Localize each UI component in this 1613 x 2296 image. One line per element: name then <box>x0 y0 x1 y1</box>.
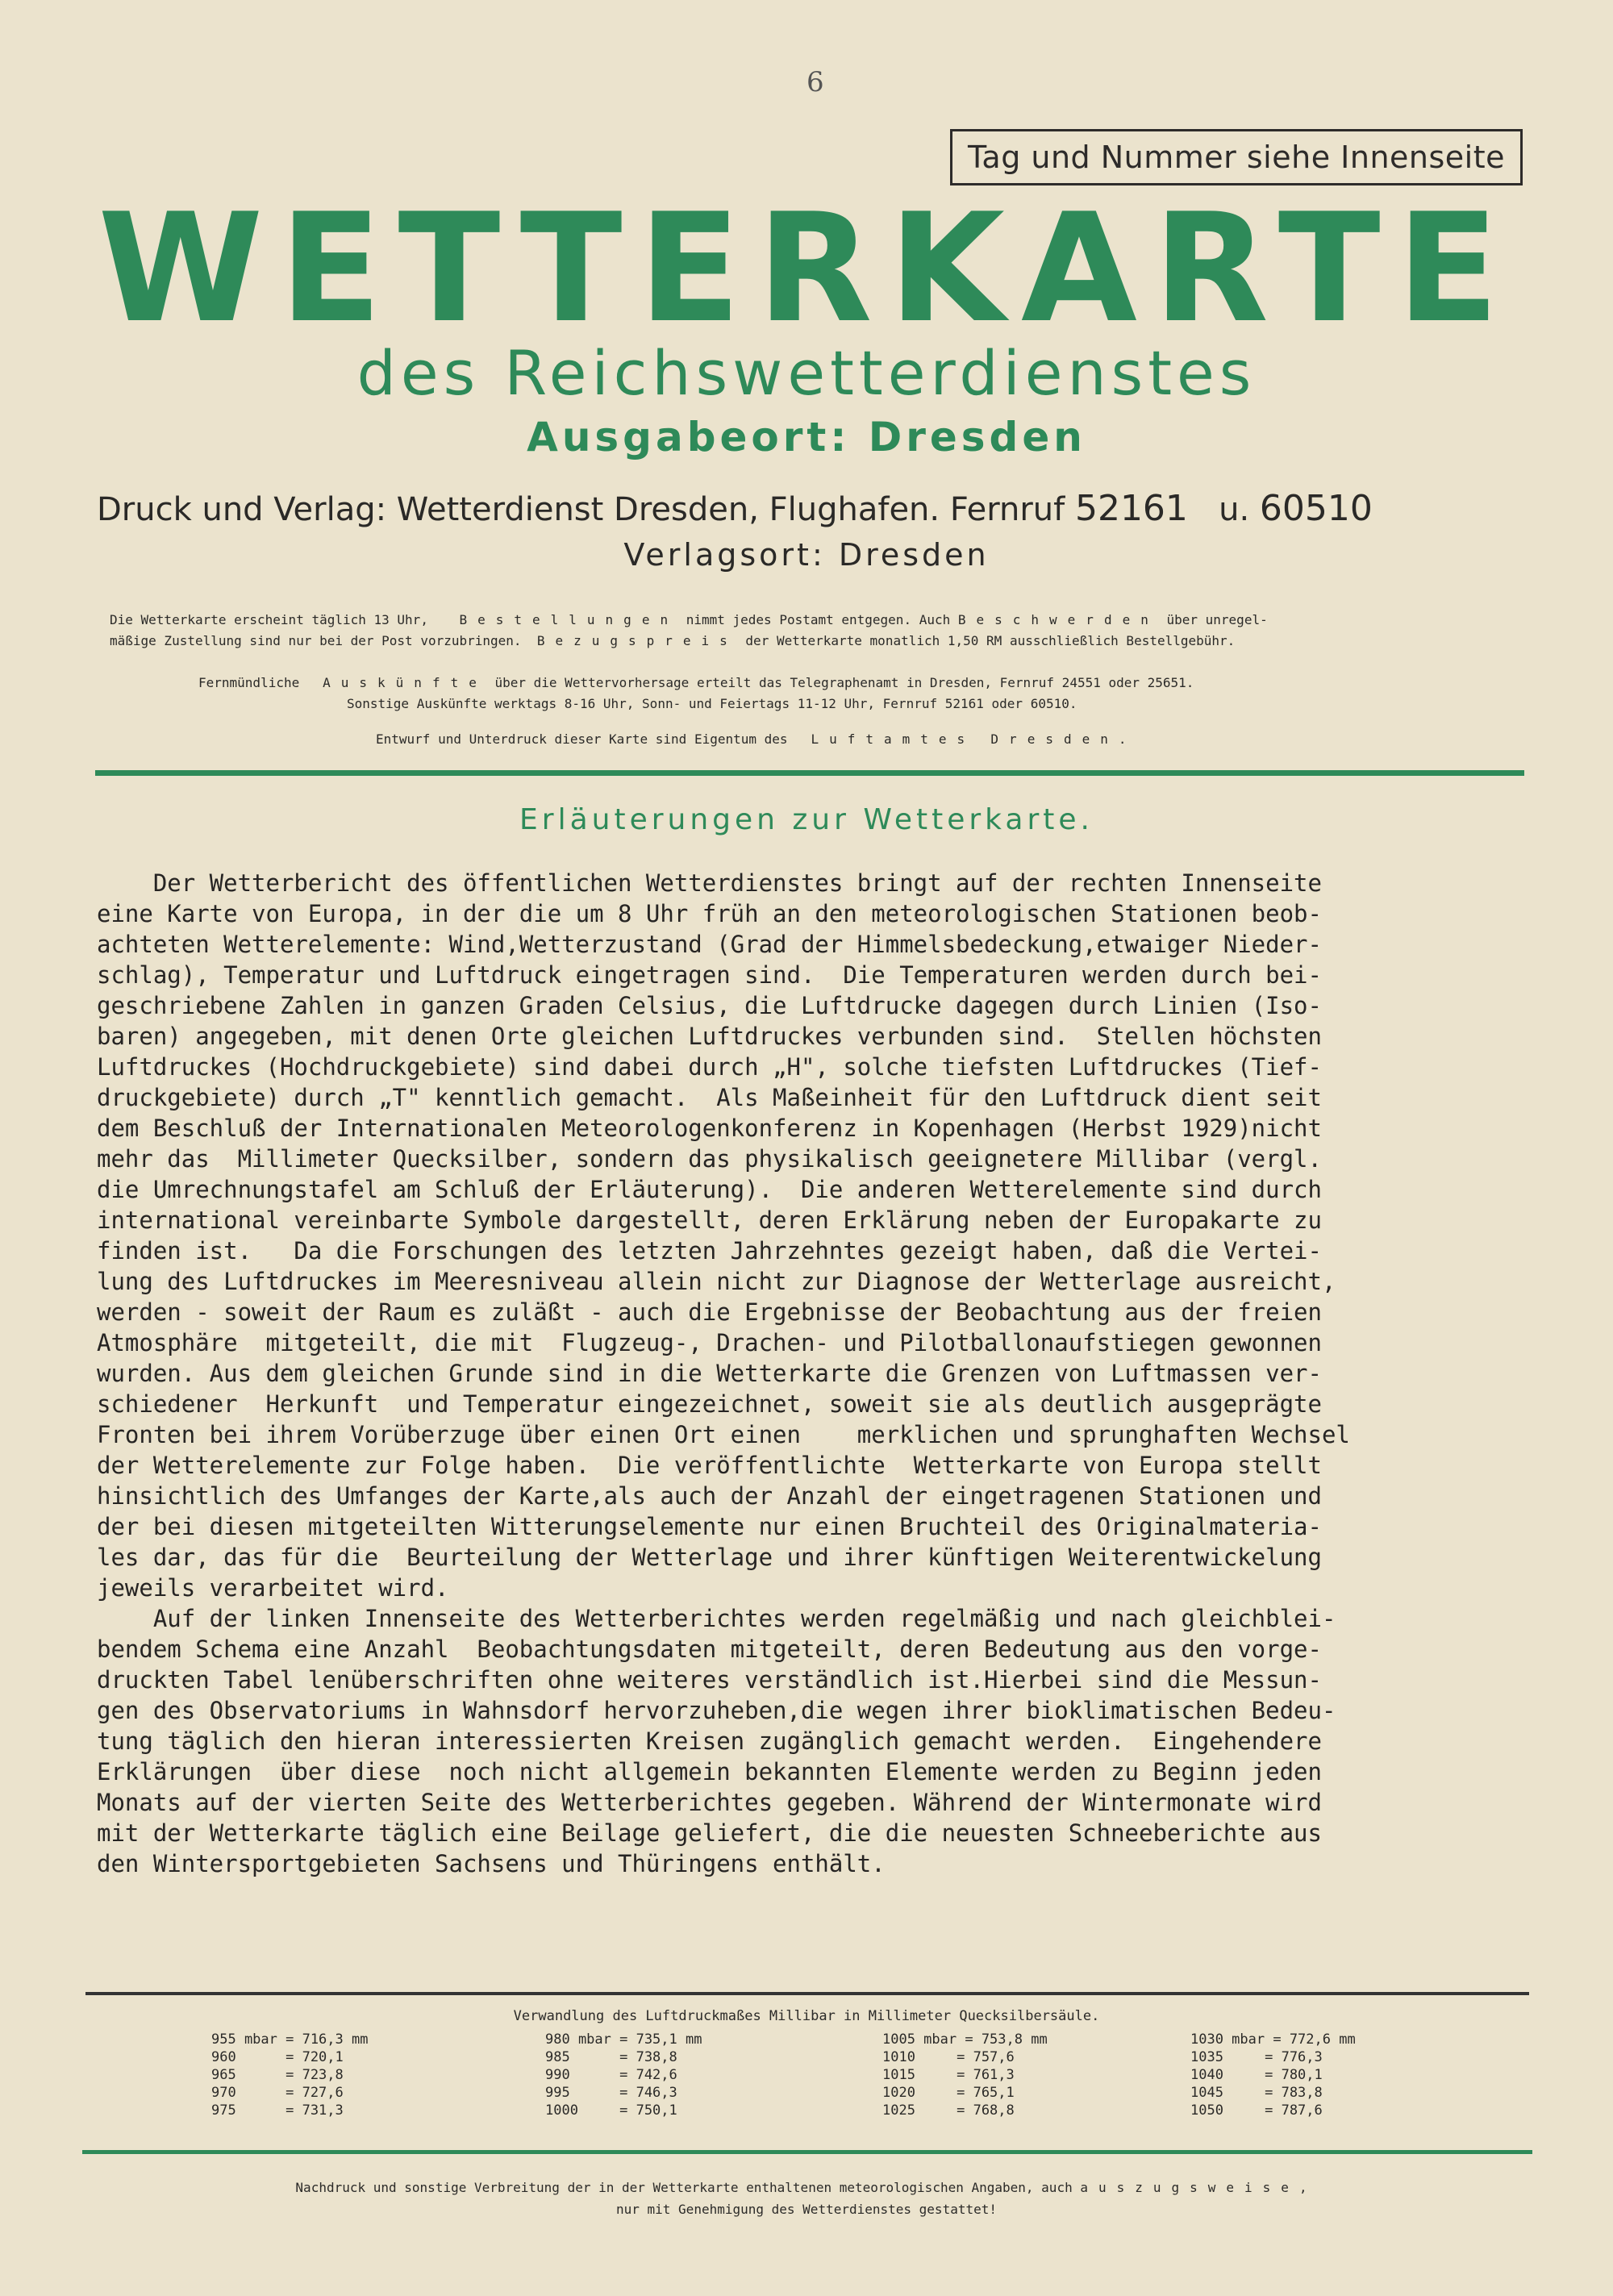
text-line: werden - soweit der Raum es zuläßt - auch die Ergebnisse der Beobachtung aus der freien <box>97 1298 1322 1326</box>
conversion-table-title: Verwandlung des Luftdruckmaßes Millibar in Millimeter Quecksilbersäule. <box>513 2008 1100 2024</box>
text-line: bendem Schema eine Anzahl Beobachtungsdaten mitgeteilt, deren Bedeutung aus den vorge- <box>97 1636 1322 1663</box>
notice-line-5 <box>376 729 1136 750</box>
text-line: mit der Wetterkarte täglich eine Beilage geliefert, die die neuesten Schneeberichte aus <box>97 1819 1322 1847</box>
notice-spaced-word: Auskünfte <box>323 675 487 690</box>
notice-text: über unregel- <box>1166 612 1268 627</box>
text-line: Fronten bei ihrem Vorüberzuge über einen Ort einen merklichen und sprunghaften Wechsel <box>97 1421 1350 1448</box>
text-line: druckgebiete) durch „T" kenntlich gemacht. Als Maßeinheit für den Luftdruck dient seit <box>97 1084 1322 1111</box>
masthead-subtitle: des Reichswetterdienstes <box>356 337 1257 409</box>
text-line: wurden. Aus dem gleichen Grunde sind in die Wetterkarte die Grenzen von Luftmassen ver- <box>97 1360 1322 1387</box>
masthead-ausgabeort: Ausgabeort: Dresden <box>527 414 1086 460</box>
conversion-row: 1020 = 765,1 <box>882 2085 1015 2101</box>
notice-line-3 <box>198 673 1194 694</box>
text-line: mehr das Millimeter Quecksilber, sondern das physikalisch geeignetere Millibar (vergl. <box>97 1145 1322 1173</box>
conversion-row: 1010 = 757,6 <box>882 2049 1015 2065</box>
text-line: der Wetterelemente zur Folge haben. Die veröffentlichte Wetterkarte von Europa stellt <box>97 1452 1322 1479</box>
conversion-row: 975 = 731,3 <box>211 2102 344 2119</box>
conversion-row: 1000 = 750,1 <box>545 2102 677 2119</box>
publisher-text: Druck und Verlag: Wetterdienst Dresden, Flughafen. Fernruf <box>97 491 1065 528</box>
text-line: Atmosphäre mitgeteilt, die mit Flugzeug-, Drachen- und Pilotballonaufstiegen gewonnen <box>97 1329 1322 1356</box>
text-line: dem Beschluß der Internationalen Meteorologenkonferenz in Kopenhagen (Herbst 1929)nicht <box>97 1115 1322 1142</box>
notice-text: Entwurf und Unterdruck dieser Karte sind Eigentum des <box>376 731 788 747</box>
notice-spaced-word: Beschwerden <box>957 612 1159 627</box>
notice-text: mäßige Zustellung sind nur bei der Post vorzubringen. <box>110 633 522 648</box>
footer-line-2: nur mit Genehmigung des Wetterdienstes gestattet! <box>615 2202 997 2217</box>
divider-bottom <box>82 2150 1532 2154</box>
text-line: baren) angegeben, mit denen Orte gleichen Luftdruckes verbunden sind. Stellen höchsten <box>97 1023 1322 1050</box>
text-line: die Umrechnungstafel am Schluß der Erläuterung). Die anderen Wetterelemente sind durch <box>97 1176 1322 1203</box>
conversion-row: 1015 = 761,3 <box>882 2067 1015 2083</box>
text-line: Monats auf der vierten Seite des Wetterberichtes gegeben. Während der Wintermonate wird <box>97 1789 1322 1816</box>
text-line: schlag), Temperatur und Luftdruck eingetragen sind. Die Temperaturen werden durch bei- <box>97 961 1322 989</box>
publisher-line <box>97 489 1532 530</box>
conversion-row: 995 = 746,3 <box>545 2085 677 2101</box>
conversion-row: 985 = 738,8 <box>545 2049 677 2065</box>
conversion-row: 960 = 720,1 <box>211 2049 344 2065</box>
notice-spaced-word: Bestellungen <box>459 612 679 627</box>
notice-text: Fernmündliche <box>198 675 300 690</box>
text-line: international vereinbarte Symbole dargestellt, deren Erklärung neben der Europakarte zu <box>97 1206 1322 1234</box>
conversion-row: 1050 = 787,6 <box>1190 2102 1323 2119</box>
conversion-column-4 <box>1190 2031 1356 2119</box>
conversion-row: 1045 = 783,8 <box>1190 2085 1323 2101</box>
issue-number-stamp: Tag und Nummer siehe Innenseite <box>950 129 1523 185</box>
footer-line-1 <box>0 2177 1613 2198</box>
conversion-row: 965 = 723,8 <box>211 2067 344 2083</box>
explanation-body <box>97 868 1524 1879</box>
footer-text: Nachdruck und sonstige Verbreitung der in der Wetterkarte enthaltenen meteorologischen Angaben, auch <box>295 2180 1073 2195</box>
notice-line-1 <box>110 610 1268 631</box>
conversion-row: 1005 mbar = 753,8 mm <box>882 2031 1048 2048</box>
notice-text: Die Wetterkarte erscheint täglich 13 Uhr, <box>110 612 428 627</box>
text-line: finden ist. Da die Forschungen des letzten Jahrzehntes gezeigt haben, daß die Vertei- <box>97 1237 1322 1265</box>
page-marker: 6 <box>806 66 824 98</box>
text-line: Erklärungen über diese noch nicht allgemein bekannten Elemente werden zu Beginn jeden <box>97 1758 1322 1786</box>
text-line: schiedener Herkunft und Temperatur eingezeichnet, soweit sie als deutlich ausgeprägte <box>97 1390 1322 1418</box>
conversion-column-1 <box>211 2031 368 2119</box>
notice-text: der Wetterkarte monatlich 1,50 RM ausschließlich Bestellgebühr. <box>745 633 1236 648</box>
divider-conversion-top <box>85 1992 1529 1995</box>
text-line: les dar, das für die Beurteilung der Wetterlage und ihrer künftigen Weiterentwickelung <box>97 1544 1322 1571</box>
conversion-row: 1025 = 768,8 <box>882 2102 1015 2119</box>
phone-number-1: 52161 <box>1074 488 1188 529</box>
notice-spaced-word: Luftamtes <box>811 731 976 747</box>
notice-text: über die Wettervorhersage erteilt das Telegraphenamt in Dresden, Fernruf 24551 oder 25651. <box>494 675 1194 690</box>
conversion-row: 980 mbar = 735,1 mm <box>545 2031 702 2048</box>
text-line: den Wintersportgebieten Sachsens und Thüringens enthält. <box>97 1850 886 1877</box>
text-line: der bei diesen mitgeteilten Witterungselemente nur einen Bruchteil des Originalmateria- <box>97 1513 1322 1540</box>
text-line: Der Wetterbericht des öffentlichen Wetterdienstes bringt auf der rechten Innenseite <box>97 869 1322 897</box>
conversion-row: 970 = 727,6 <box>211 2085 344 2101</box>
conversion-row: 955 mbar = 716,3 mm <box>211 2031 369 2048</box>
text-line: gen des Observatoriums in Wahnsdorf hervorzuheben,die wegen ihrer bioklimatischen Bedeu- <box>97 1697 1336 1724</box>
text-line: geschriebene Zahlen in ganzen Graden Celsius, die Luftdrucke dagegen durch Linien (Iso- <box>97 992 1322 1019</box>
masthead-title: WETTERKARTE <box>98 181 1515 356</box>
text-line: Auf der linken Innenseite des Wetterberichtes werden regelmäßig und nach gleichblei- <box>97 1605 1336 1632</box>
conversion-column-2 <box>545 2031 702 2119</box>
conversion-row: 990 = 742,6 <box>545 2067 677 2083</box>
text-line: achteten Wetterelemente: Wind,Wetterzustand (Grad der Himmelsbedeckung,etwaiger Nieder- <box>97 931 1322 958</box>
conversion-row: 1035 = 776,3 <box>1190 2049 1323 2065</box>
verlagsort: Verlagsort: Dresden <box>623 537 990 573</box>
footer-spaced-word: auszugsweise, <box>1080 2180 1318 2195</box>
phone-number-2: 60510 <box>1259 488 1373 529</box>
conversion-row: 1040 = 780,1 <box>1190 2067 1323 2083</box>
text-line: lung des Luftdruckes im Meeresniveau allein nicht zur Diagnose der Wetterlage ausreicht, <box>97 1268 1336 1295</box>
phone-separator: u. <box>1219 491 1250 528</box>
notice-spaced-word: Bezugspreis <box>536 633 738 648</box>
text-line: Luftdruckes (Hochdruckgebiete) sind dabei durch „H", solche tiefsten Luftdruckes (Tief- <box>97 1053 1322 1081</box>
explanation-heading: Erläuterungen zur Wetterkarte. <box>519 803 1094 836</box>
notice-line-2 <box>110 631 1235 652</box>
conversion-row: 1030 mbar = 772,6 mm <box>1190 2031 1356 2048</box>
divider-top <box>95 770 1524 776</box>
text-line: hinsichtlich des Umfanges der Karte,als auch der Anzahl der eingetragenen Stationen und <box>97 1482 1322 1510</box>
text-line: tung täglich den hieran interessierten Kreisen zugänglich gemacht werden. Eingehendere <box>97 1727 1322 1755</box>
text-line: eine Karte von Europa, in der die um 8 Uhr früh an den meteorologischen Stationen beob- <box>97 900 1322 927</box>
conversion-column-3 <box>882 2031 1048 2119</box>
text-line: druckten Tabel lenüberschriften ohne weiteres verständlich ist.Hierbei sind die Messun- <box>97 1666 1322 1694</box>
notice-spaced-word: Dresden. <box>990 731 1137 747</box>
text-line: jeweils verarbeitet wird. <box>97 1574 449 1602</box>
notice-line-4: Sonstige Auskünfte werktags 8-16 Uhr, Sonn- und Feiertags 11-12 Uhr, Fernruf 52161 oder 60510. <box>347 696 1077 711</box>
notice-text: nimmt jedes Postamt entgegen. Auch <box>686 612 951 627</box>
